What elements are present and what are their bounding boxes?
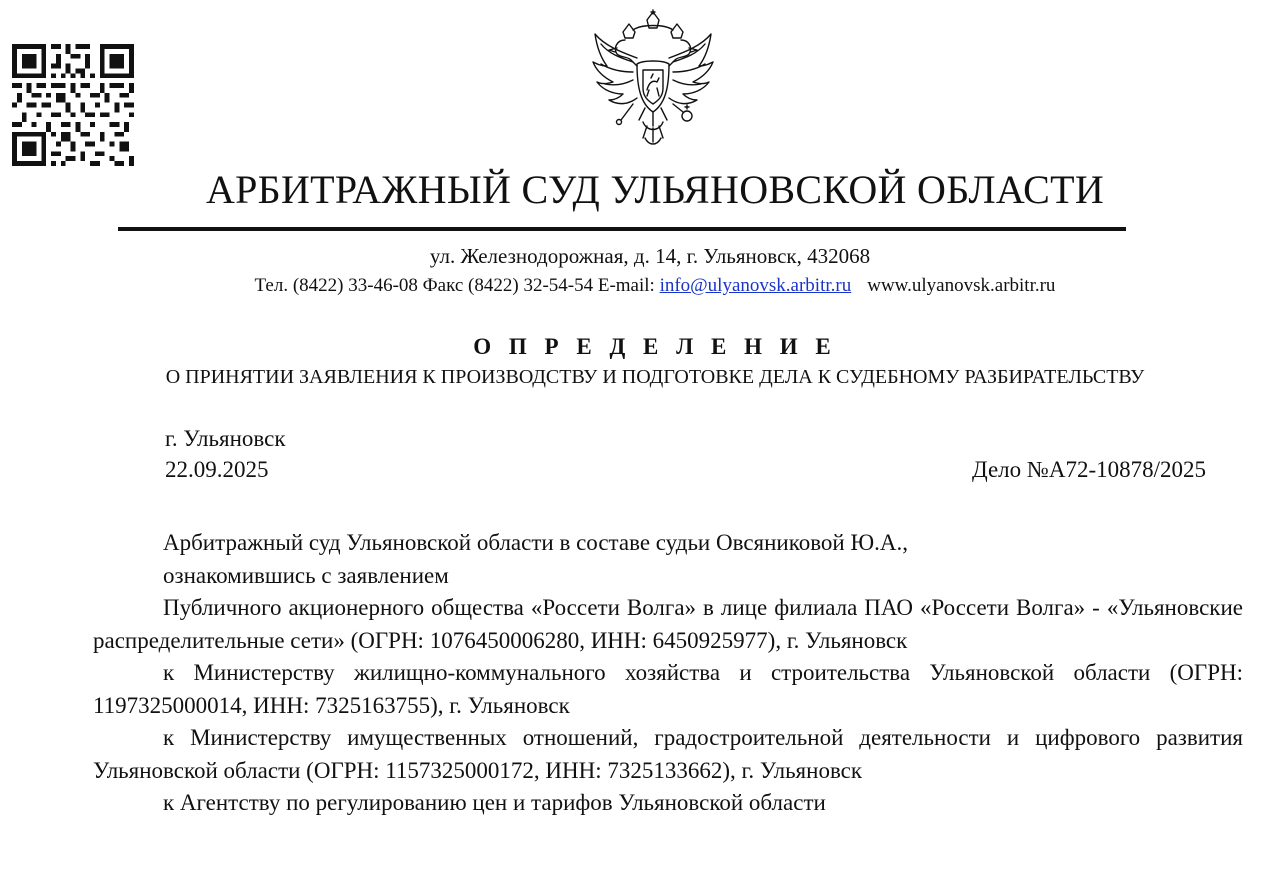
court-address: ул. Железнодорожная, д. 14, г. Ульяновск, 432068 — [429, 244, 871, 268]
document-city: г. Ульяновск — [165, 426, 286, 451]
email-link[interactable]: info@ulyanovsk.arbitr.ru — [659, 275, 852, 296]
document-subtitle: О ПРИНЯТИИ ЗАЯВЛЕНИЯ К ПРОИЗВОДСТВУ И ПОДГОТОВКЕ ДЕЛА К СУДЕБНОМУ РАЗБИРАТЕЛЬСТВУ — [165, 366, 1145, 388]
body-paragraph: Арбитражный суд Ульяновской области в составе судьи Овсяниковой Ю.А., — [163, 530, 908, 555]
qr-code — [12, 44, 134, 166]
coat-of-arms-emblem — [587, 8, 719, 150]
phone-fax-text: Тел. (8422) 33-46-08 Факс (8422) 32-54-54 E-mail: — [254, 275, 655, 296]
document-date: 22.09.2025 — [165, 457, 269, 482]
document-type-title: О П Р Е Д Е Л Е Н И Е — [473, 334, 837, 359]
body-paragraph: к Министерству жилищно-коммунального хозяйства и строительства Ульяновской области (ОГРН: 1197325000014, ИНН: 7325163755), г. Ульяновск — [93, 660, 1243, 718]
body-paragraph: к Министерству имущественных отношений, градостроительной деятельности и цифрового развития Ульяновской области (ОГРН: 1157325000172, ИНН: 7325133662), г. Ульяновск — [93, 725, 1243, 783]
header-divider — [118, 227, 1126, 231]
case-number: Дело №А72-10878/2025 — [971, 457, 1206, 482]
body-paragraph: ознакомившись с заявлением — [163, 562, 449, 588]
court-name-heading: АРБИТРАЖНЫЙ СУД УЛЬЯНОВСКОЙ ОБЛАСТИ — [205, 167, 1105, 212]
court-contacts — [100, 272, 1210, 300]
body-paragraph: Публичного акционерного общества «Россети Волга» в лице филиала ПАО «Россети Волга» - «Ульяновские распределительные сети» (ОГРН: 1076450006280, ИНН: 6450925977), г. Ульяновск — [93, 595, 1243, 653]
website-text: www.ulyanovsk.arbitr.ru — [867, 275, 1056, 296]
body-paragraph: к Агентству по регулированию цен и тарифов Ульяновской области — [163, 790, 826, 815]
document-body — [93, 527, 1243, 820]
